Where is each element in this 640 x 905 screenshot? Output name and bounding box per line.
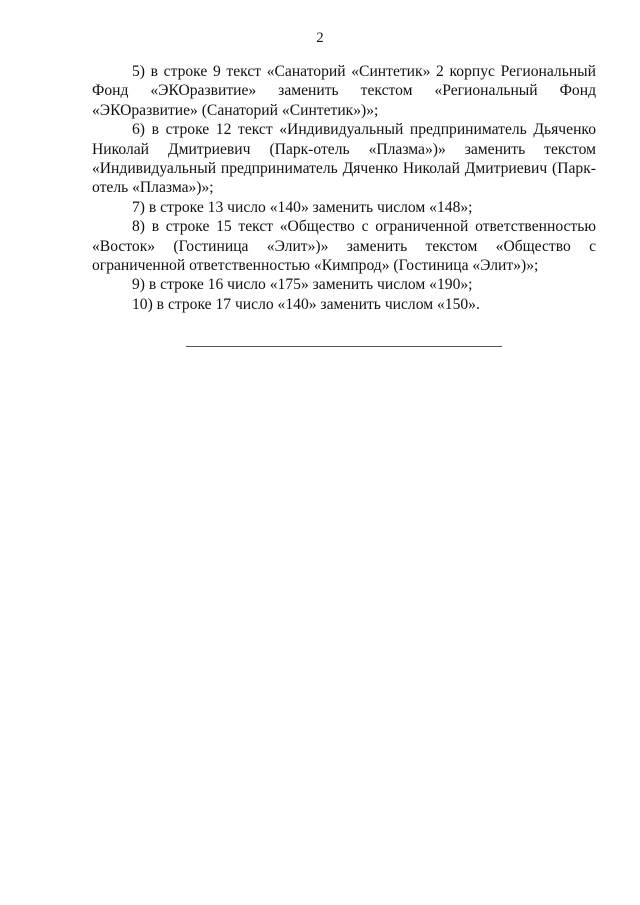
page-number: 2	[316, 30, 324, 46]
amendment-item-8: 8) в строке 15 текст «Общество с ограниченной ответственностью «Восток» (Гостиница «Элит»)» заменить текстом «Общество с ограниченной ответственностью «Кимпрод» (Гостиница «Элит»)»;	[92, 218, 596, 275]
amendment-item-9: 9) в строке 16 число «175» заменить числом «190»;	[132, 276, 473, 294]
amendment-item-7: 7) в строке 13 число «140» заменить числом «148»;	[132, 198, 473, 216]
amendment-item-10: 10) в строке 17 число «140» заменить числом «150».	[132, 295, 480, 313]
amendment-item-6: 6) в строке 12 текст «Индивидуальный предприниматель Дьяченко Николай Дмитриевич (Парк-отель «Плазма»)» заменить текстом «Индивидуальный предприниматель Дяченко Николай Дмитриевич (Парк-отель «Плазма»)»;	[92, 121, 596, 197]
closing-divider-line	[186, 346, 502, 347]
amendments-list	[92, 62, 596, 314]
amendment-item-5: 5) в строке 9 текст «Санаторий «Синтетик» 2 корпус Региональный Фонд «ЭКОразвитие» заменить текстом «Региональный Фонд «ЭКОразвитие» (Санаторий «Синтетик»)»;	[92, 63, 596, 119]
